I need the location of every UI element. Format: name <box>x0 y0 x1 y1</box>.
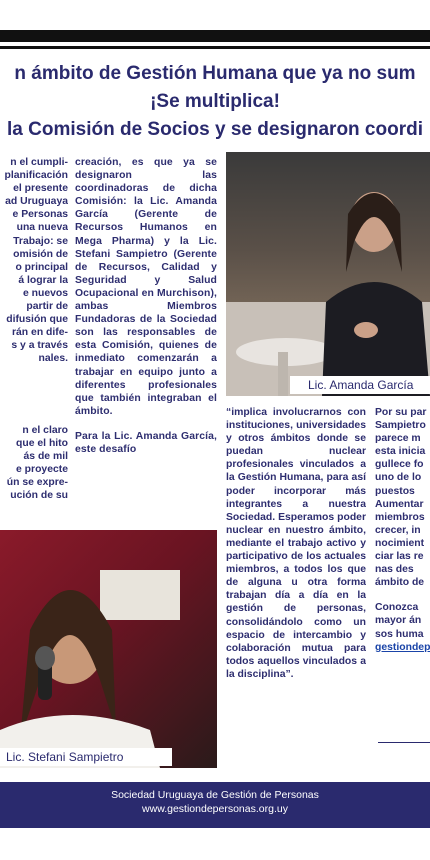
col4-line: ámbito de <box>375 577 425 589</box>
photo-amanda-garcia <box>226 152 430 396</box>
footer-website[interactable]: www.gestiondepersonas.org.uy <box>142 803 288 815</box>
col1-line: que el hito <box>16 438 68 450</box>
col1-line: partir de <box>26 301 68 313</box>
col1-line: n el cumpli- <box>10 157 68 168</box>
col4-line: Sampietro <box>375 420 426 432</box>
header-bar <box>0 30 430 42</box>
col4-line: nocimient <box>375 537 425 549</box>
col1-line: omisión de <box>13 248 68 260</box>
col1-line: rán en dife- <box>11 327 68 339</box>
footer-organization: Sociedad Uruguaya de Gestión de Personas <box>111 789 319 801</box>
website-link[interactable]: gestiondep <box>375 641 430 653</box>
col1-line: el presente <box>13 183 68 195</box>
photo-caption: Lic. Amanda García <box>290 376 430 394</box>
col1-line: ás de mil <box>23 451 68 463</box>
column-2 <box>75 156 217 478</box>
col4-line: mayor án <box>375 615 422 627</box>
photo-stefani-sampietro <box>0 530 217 768</box>
portrait-illustration <box>0 530 217 768</box>
column-3-paragraph-1: “implica involucrarnos con instituciones, universidades y otros ámbitos donde se puedan nuclear profesionales vinculados a la Gestión Humana, para así poder incorporar más integrantes a nuestra Sociedad. Esperamos poder nuclear en nuestro ámbito, mediante el trabajo activo y participativo de los actuales miembros, a todos los que de alguna u otra forma trabajan día a día en la gestión de personas, consolidándolo como un espacio de intercambio y colaboración mutua para todos aquellos vinculados a la disciplina”. <box>226 407 366 680</box>
col4-line: parece m <box>375 433 421 445</box>
headline-line-3: la Comisión de Socios y se designaron coordi <box>7 119 423 140</box>
headline-line-2: ¡Se multiplica! <box>150 91 280 112</box>
col1-line: nales. <box>38 353 68 365</box>
portrait-illustration <box>226 152 430 396</box>
col4-line: sos huma <box>375 628 424 640</box>
col4-line: puestos <box>375 485 415 497</box>
column-3 <box>226 406 366 758</box>
col4-line: ciar las re <box>375 551 424 563</box>
col4-line: Aumentar <box>375 498 424 510</box>
photo-caption: Lic. Stefani Sampietro <box>0 748 172 766</box>
col4-line: nas des <box>375 564 414 576</box>
column-2-paragraph-1: creación, es que ya se designaron las coordinadoras de dicha Comisión: la Lic. Amanda García (Gerente de Recursos Humanos en Mega Pharma) y la Lic. Stefani Sampietro (Gerente de Recursos, Calidad y Seguridad y Salud Ocupacional en Murchison), ambas Miembros Fundadoras de la Sociedad son las responsables de esta Comisión, quienes de inmediato comenzarán a trabajar en equipo junto a diferentes profesionales que también integraban el ámbito. <box>75 157 217 417</box>
col4-line: uno de lo <box>375 472 422 484</box>
col1-line: á lograr la <box>18 274 68 286</box>
col4-line: gullece fo <box>375 459 424 471</box>
column-2-paragraph-2: Para la Lic. Amanda García, este desafío <box>75 430 217 455</box>
column-rule <box>378 742 430 743</box>
col1-line: ún se expre- <box>6 477 68 489</box>
column-1-top <box>0 156 68 410</box>
col1-line: ución de su <box>10 490 68 502</box>
col4-line: crecer, in <box>375 524 421 536</box>
col4-line: Conozca <box>375 602 419 614</box>
col1-line: e Personas <box>12 209 68 221</box>
col4-line: miembros <box>375 511 425 523</box>
column-1-bottom <box>0 424 68 522</box>
col1-line: s y a través <box>11 340 68 352</box>
col4-line: esta inicia <box>375 446 426 458</box>
column-4 <box>375 406 430 736</box>
col1-line: e nuevos <box>22 287 68 299</box>
col1-line: n el claro <box>22 425 68 436</box>
col1-line: una nueva <box>16 222 68 234</box>
headline-line-1: n ámbito de Gestión Humana que ya no sum <box>14 63 416 84</box>
col1-line: ad Uruguaya <box>5 196 68 208</box>
col1-line: planificación <box>4 170 68 182</box>
col1-line: e proyecte <box>16 464 68 476</box>
col1-line: difusión que <box>6 314 68 326</box>
col1-line: Trabajo: se <box>13 235 68 247</box>
header-rule <box>0 46 430 49</box>
col1-line: o principal <box>15 261 68 273</box>
footer <box>0 782 430 828</box>
col4-line: Por su par <box>375 407 427 418</box>
